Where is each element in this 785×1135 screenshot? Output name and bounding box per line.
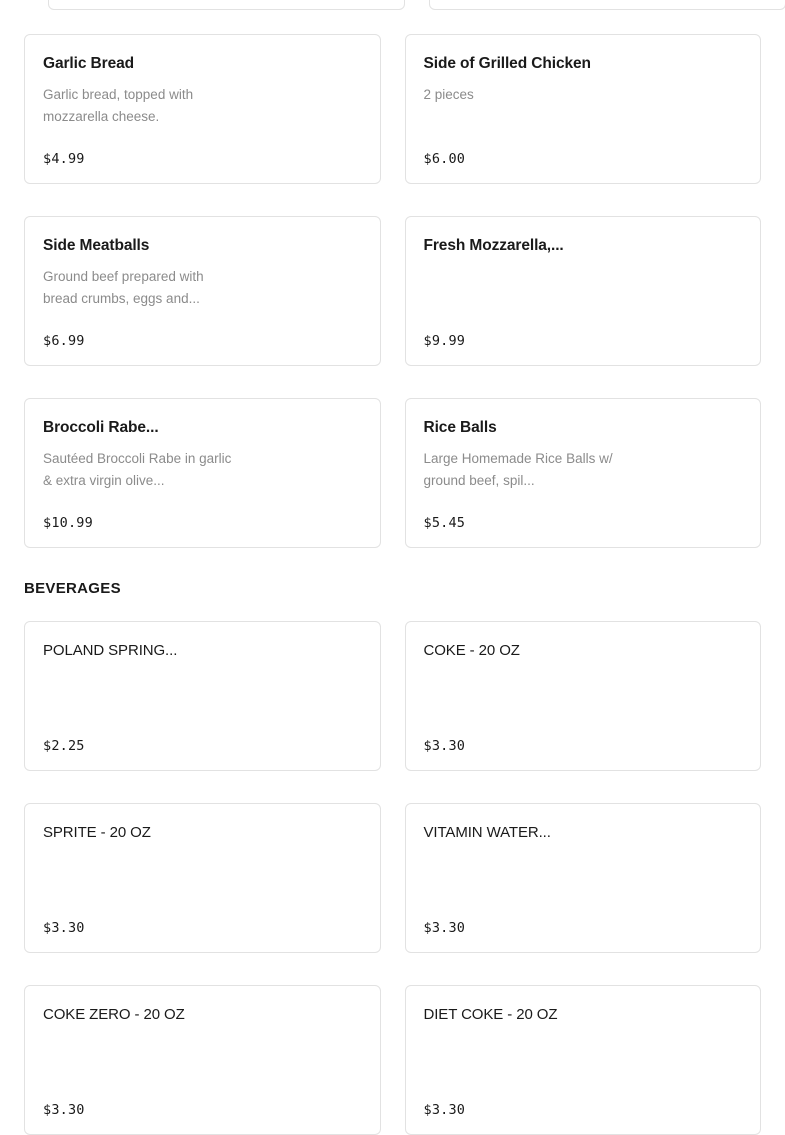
menu-item-price: $3.30 [423, 738, 466, 754]
menu-item-card[interactable] [405, 34, 762, 184]
menu-item-price: $3.30 [43, 920, 85, 936]
menu-item-name: COKE - 20 OZ [423, 642, 520, 659]
menu-grid-beverages [24, 621, 761, 1135]
menu-item-price: $9.99 [423, 333, 466, 349]
menu-item-description: Garlic bread, topped with mozzarella cheese. [43, 86, 194, 124]
menu-item-description: Ground beef prepared with bread crumbs, eggs and... [43, 268, 204, 306]
menu-item-name: Garlic Bread [43, 55, 134, 72]
menu-item-description: 2 pieces [423, 86, 474, 102]
menu-item-name: SPRITE - 20 OZ [43, 824, 151, 841]
menu-grid-appetizers [24, 34, 761, 548]
menu-item-price: $5.45 [423, 515, 466, 531]
menu-item-name: Rice Balls [423, 419, 497, 436]
menu-item-card[interactable] [24, 216, 381, 366]
menu-item-name: VITAMIN WATER... [423, 824, 551, 841]
menu-item-card[interactable] [405, 985, 762, 1135]
menu-item-price: $3.30 [423, 1102, 466, 1118]
menu-item-name: POLAND SPRING... [43, 642, 178, 659]
menu-item-name: Side of Grilled Chicken [423, 55, 591, 72]
menu-item-description: Sautéed Broccoli Rabe in garlic & extra virgin olive... [43, 450, 232, 488]
menu-item-card[interactable] [405, 803, 762, 953]
menu-item-name: Fresh Mozzarella,... [423, 237, 564, 254]
menu-item-card[interactable] [24, 621, 381, 771]
menu-item-card[interactable] [405, 216, 762, 366]
menu-item-card-partial-right[interactable] [429, 0, 785, 10]
menu-item-card[interactable] [24, 985, 381, 1135]
menu-item-card[interactable] [405, 621, 762, 771]
menu-item-price: $6.99 [43, 333, 85, 349]
section-heading-beverages: BEVERAGES [24, 580, 121, 597]
menu-item-price: $3.30 [423, 920, 466, 936]
menu-item-name: Side Meatballs [43, 237, 150, 254]
menu-item-name: DIET COKE - 20 OZ [423, 1006, 558, 1023]
menu-item-price: $4.99 [43, 151, 85, 167]
menu-item-card[interactable] [24, 803, 381, 953]
menu-item-price: $2.25 [43, 738, 85, 754]
menu-item-name: COKE ZERO - 20 OZ [43, 1006, 185, 1023]
menu-item-card-partial-left[interactable] [48, 0, 405, 10]
menu-item-price: $3.30 [43, 1102, 85, 1118]
menu-item-card[interactable] [405, 398, 762, 548]
partial-card-row [24, 0, 761, 10]
menu-item-description: Large Homemade Rice Balls w/ ground beef, spil... [423, 450, 613, 488]
menu-item-price: $6.00 [423, 151, 466, 167]
menu-item-card[interactable] [24, 398, 381, 548]
menu-item-name: Broccoli Rabe... [43, 419, 159, 436]
menu-item-price: $10.99 [43, 515, 93, 531]
menu-item-card[interactable] [24, 34, 381, 184]
